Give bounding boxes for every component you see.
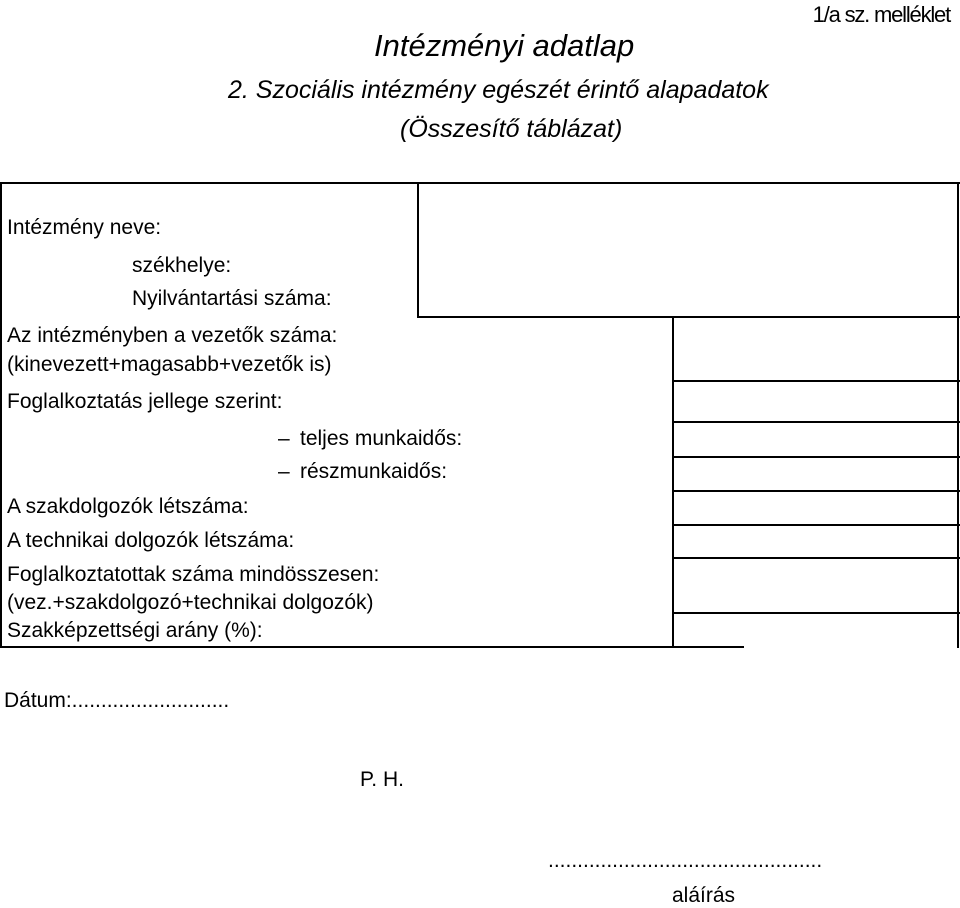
professionals-field[interactable] — [674, 492, 957, 524]
page-subtitle: 2. Szociális intézmény egészét érintő alapadatok — [228, 76, 769, 104]
part-time-dash: – — [278, 460, 290, 483]
total-note: (vez.+szakdolgozó+technikai dolgozók) — [7, 591, 374, 614]
seat-label: székhelye: — [132, 254, 232, 277]
institution-name-field[interactable] — [419, 184, 957, 316]
employment-type-field[interactable] — [674, 382, 957, 421]
page-title: Intézményi adatlap — [374, 28, 635, 63]
annex-label: 1/a sz. melléklet — [812, 2, 950, 27]
table-border-bottom — [0, 646, 744, 648]
table-border-left — [0, 182, 2, 648]
table-border-right — [957, 182, 959, 648]
part-time-field[interactable] — [674, 458, 957, 490]
full-time-dash: – — [278, 427, 290, 450]
technical-field[interactable] — [674, 526, 957, 557]
institution-name-label: Intézmény neve: — [7, 216, 162, 239]
full-time-field[interactable] — [674, 423, 957, 456]
leaders-count-note: (kinevezett+magasabb+vezetők is) — [7, 353, 332, 376]
date-field[interactable]: Dátum:........................... — [4, 689, 230, 712]
qualification-ratio-field[interactable] — [674, 614, 957, 646]
professionals-label: A szakdolgozók létszáma: — [7, 495, 249, 518]
leaders-count-label: Az intézményben a vezetők száma: — [7, 324, 338, 347]
full-time-label: teljes munkaidős: — [300, 427, 463, 450]
total-field[interactable] — [674, 559, 957, 612]
part-time-label: részmunkaidős: — [300, 460, 448, 483]
employment-type-label: Foglalkoztatás jellege szerint: — [7, 390, 283, 413]
signature-line[interactable]: ............................................... — [548, 849, 823, 872]
leaders-count-field[interactable] — [674, 318, 957, 380]
registration-number-label: Nyilvántartási száma: — [132, 287, 332, 310]
page-subtitle-summary: (Összesítő táblázat) — [400, 115, 623, 143]
qualification-ratio-label: Szakképzettségi arány (%): — [7, 619, 263, 642]
stamp-label: P. H. — [360, 768, 404, 791]
technical-label: A technikai dolgozók létszáma: — [7, 529, 295, 552]
total-label: Foglalkoztatottak száma mindösszesen: — [7, 563, 380, 586]
signature-label: aláírás — [672, 884, 736, 907]
